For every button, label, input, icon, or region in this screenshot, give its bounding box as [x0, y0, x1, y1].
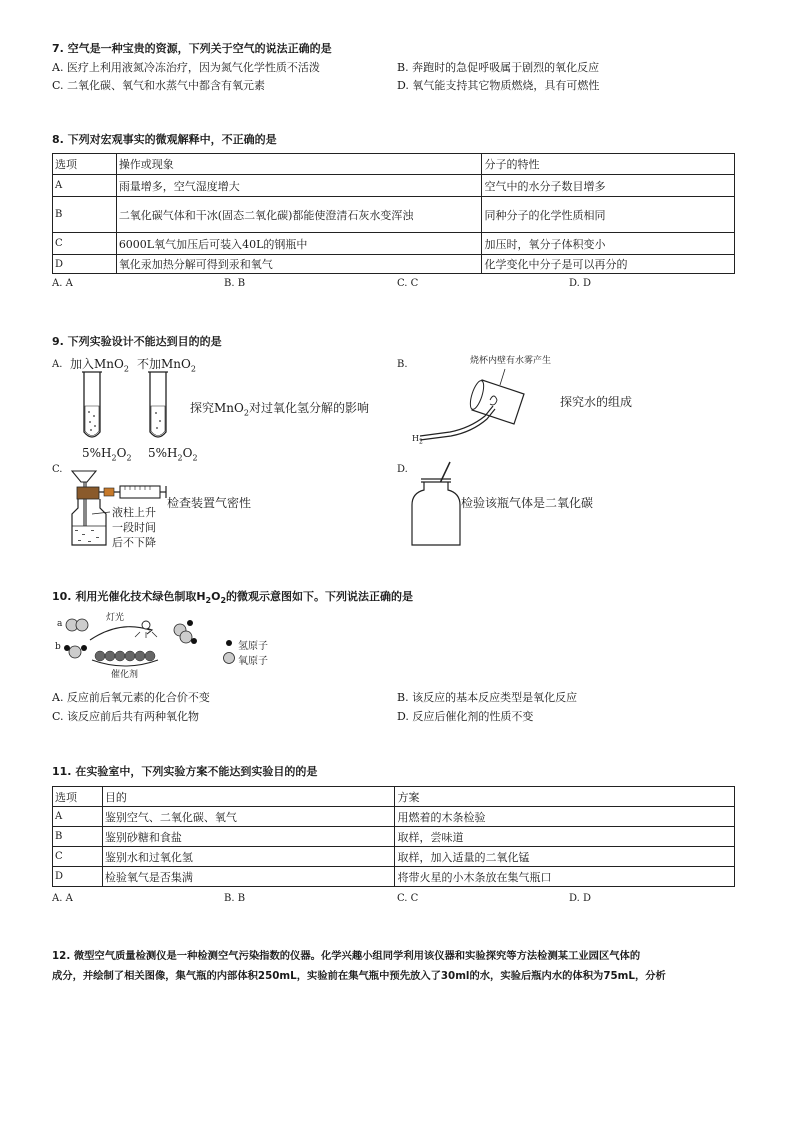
- formula-part: O: [182, 446, 193, 460]
- q9-b-top-note: 烧杯内壁有水雾产生: [470, 356, 552, 366]
- table-cell: D: [53, 255, 117, 274]
- q8-answer-b: B. B: [224, 278, 246, 289]
- subscript: 2: [111, 453, 117, 463]
- q9-d-caption: 检验该瓶气体是二氧化碳: [461, 496, 594, 510]
- q8-answer-a: A. A: [52, 278, 73, 289]
- q7-option-a: A. 医疗上利用液氮冷冻治疗，因为氮气化学性质不活泼: [52, 61, 320, 74]
- table-cell: C: [53, 233, 117, 255]
- formula-part: 5%H: [82, 446, 112, 460]
- table-cell: 同种分子的化学性质相同: [482, 197, 735, 233]
- q10-option-c: C. 该反应前后共有两种氧化物: [52, 710, 200, 723]
- table-cell: 氧化汞加热分解可得到汞和氧气: [116, 255, 482, 274]
- table-cell: 二氧化碳气体和干冰(固态二氧化碳)都能使澄清石灰水变浑浊: [116, 197, 482, 233]
- q7-option-b: B. 奔跑时的急促呼吸属于剧烈的氧化反应: [397, 61, 600, 74]
- legend-hydrogen: 氢原子: [238, 641, 268, 652]
- q9-a-left-tube-text: 加入MnO: [70, 357, 124, 371]
- q11-title: 11. 在实验室中，下列实验方案不能达到实验目的的是: [52, 765, 318, 778]
- table-header-row: [53, 787, 735, 807]
- table-cell: 检验氧气是否集满: [102, 867, 395, 887]
- table-header-cell: 操作或现象: [116, 154, 482, 175]
- table-cell: 6000L氧气加压后可装入40L的钢瓶中: [116, 233, 482, 255]
- table-row: [53, 867, 735, 887]
- light-label: 灯光: [106, 613, 125, 623]
- molecule-a: [66, 619, 88, 631]
- table-cell: A: [53, 175, 117, 197]
- subscript: 2: [177, 453, 183, 463]
- table-cell: 鉴别水和过氧化氢: [102, 847, 395, 867]
- table-cell: 空气中的水分子数目增多: [482, 175, 735, 197]
- label-a: a: [57, 619, 63, 629]
- q7-option-d: D. 氧气能支持其它物质燃烧，具有可燃性: [397, 79, 600, 92]
- table-cell: 取样，加入适量的二氧化锰: [395, 847, 735, 867]
- subscript: 2: [220, 596, 227, 606]
- table-row: [53, 807, 735, 827]
- q9-a-right-tube-text: 不加MnO: [137, 357, 191, 371]
- subscript: 2: [126, 453, 132, 463]
- title-part: O: [211, 590, 221, 603]
- table-header-cell: 目的: [102, 787, 395, 807]
- table-cell: A: [53, 807, 103, 827]
- subscript: 2: [418, 438, 423, 446]
- table-header-cell: 分子的特性: [482, 154, 735, 175]
- q11-table: [52, 786, 735, 887]
- table-cell: 取样，尝味道: [395, 827, 735, 847]
- table-cell: 雨量增多，空气湿度增大: [116, 175, 482, 197]
- table-cell: 加压时，氧分子体积变小: [482, 233, 735, 255]
- title-part: 10. 利用光催化技术绿色制取H: [52, 590, 206, 603]
- table-cell: 鉴别空气、二氧化碳、氧气: [102, 807, 395, 827]
- q9-title: 9. 下列实验设计不能达到目的的是: [52, 335, 222, 348]
- table-header-cell: 选项: [53, 154, 117, 175]
- table-cell: 化学变化中分子是可以再分的: [482, 255, 735, 274]
- subscript: 2: [190, 364, 196, 374]
- subscript: 2: [205, 596, 212, 606]
- q9-d-label: D.: [397, 464, 408, 475]
- q9-b-label: B.: [397, 359, 408, 370]
- subscript: 2: [243, 408, 249, 418]
- formula-part: 5%H: [148, 446, 178, 460]
- q9-a-caption-rest: 对过氧化氢分解的影响: [248, 401, 369, 415]
- legend-oxygen: 氧原子: [238, 656, 268, 667]
- note-line: 一段时间: [112, 521, 156, 534]
- molecule-b: [64, 645, 87, 658]
- q8-answer-c: C. C: [397, 278, 419, 289]
- q11-answer-c: C. C: [397, 893, 419, 904]
- subscript: 2: [192, 453, 198, 463]
- table-row: [53, 847, 735, 867]
- q11-answer-d: D. D: [569, 893, 592, 904]
- label-b: b: [55, 642, 61, 652]
- q9-b-caption: 探究水的组成: [560, 395, 633, 409]
- table-cell: 用燃着的木条检验: [395, 807, 735, 827]
- q7-option-c: C. 二氧化碳、氧气和水蒸气中都含有氧元素: [52, 79, 266, 92]
- table-cell: D: [53, 867, 103, 887]
- note-line: 液柱上升: [112, 506, 156, 519]
- table-header-cell: 方案: [395, 787, 735, 807]
- q11-answer-b: B. B: [224, 893, 246, 904]
- table-cell: 将带火星的小木条放在集气瓶口: [395, 867, 735, 887]
- note-line: 后不下降: [112, 536, 156, 549]
- table-header-cell: 选项: [53, 787, 103, 807]
- q9-a-caption-text: 探究MnO: [190, 401, 244, 415]
- q10-option-d: D. 反应后催化剂的性质不变: [397, 710, 534, 723]
- catalyst-surface: [92, 651, 158, 666]
- title-part: 的微观示意图如下。下列说法正确的是: [226, 590, 414, 603]
- q12-line1: 12. 微型空气质量检测仪是一种检测空气污染指数的仪器。化学兴趣小组同学利用该仪器和实验探究等方法检测某工业园区气体的: [52, 950, 641, 962]
- q10-option-a: A. 反应前后氧元素的化合价不变: [52, 691, 210, 704]
- q7-title: 7. 空气是一种宝贵的资源，下列关于空气的说法正确的是: [52, 42, 332, 55]
- q12-line2: 成分，并绘制了相关图像，集气瓶的内部体积250mL，实验前在集气瓶中预先放入了30ml的水，实验后瓶内水的体积为75mL，分析: [52, 970, 666, 982]
- legend-hydrogen-icon: [226, 640, 232, 646]
- q10-option-b: B. 该反应的基本反应类型是氧化反应: [397, 691, 578, 704]
- table-cell: 鉴别砂糖和食盐: [102, 827, 395, 847]
- q11-answer-a: A. A: [52, 893, 73, 904]
- q9-c-caption: 检查装置气密性: [167, 496, 252, 510]
- catalyst-label: 催化剂: [111, 670, 139, 680]
- subscript: 2: [123, 364, 129, 374]
- table-cell: B: [53, 827, 103, 847]
- legend-oxygen-icon: [224, 653, 235, 664]
- lamp-icon: [135, 621, 157, 638]
- formula-part: H: [412, 434, 419, 443]
- q8-answer-d: D. D: [569, 278, 592, 289]
- q9-c-label: C.: [52, 464, 63, 475]
- formula-part: O: [116, 446, 127, 460]
- table-cell: B: [53, 197, 117, 233]
- q8-title: 8. 下列对宏观事实的微观解释中，不正确的是: [52, 133, 277, 146]
- table-cell: C: [53, 847, 103, 867]
- table-row: [53, 827, 735, 847]
- product-molecule: [174, 620, 197, 644]
- q9-a-label: A.: [52, 359, 63, 370]
